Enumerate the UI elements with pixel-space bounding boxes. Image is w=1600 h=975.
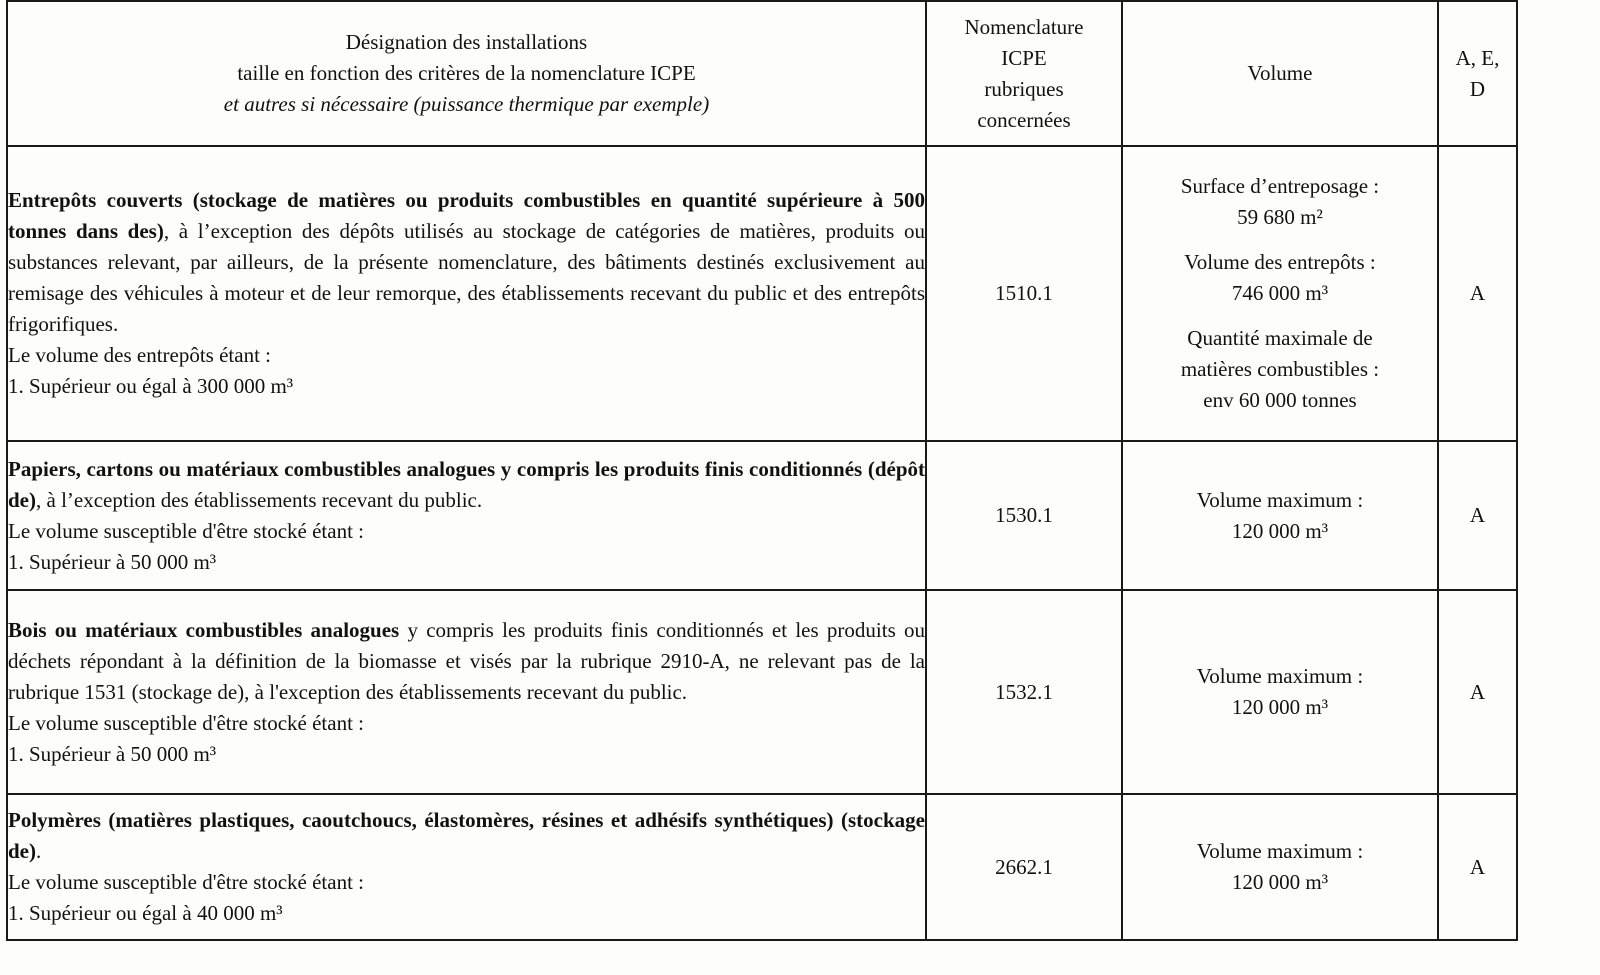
volume-line: matières combustibles : [1180,357,1380,381]
row-description-rest: , à l’exception des dépôts utilisés au stockage de catégories de matières, produits ou substances relevant, par ailleurs, de la présente nomenclature, des bâtiments destinés exclusivement au remisage des véhicules à moteur et de leur remorque, des établissements recevant du public et des entrepôts frigorifiques. [8,219,925,336]
row-description [8,454,925,516]
table-row [7,794,1517,940]
volume-block [1123,836,1437,898]
row-rubrique-code: 1510.1 [926,146,1122,441]
header-designation-line-3: et autres si nécessaire (puissance thermique par exemple) [223,92,710,116]
row-volume-condition: Le volume des entrepôts étant : [8,343,272,367]
row-volume-condition: Le volume susceptible d'être stocké étant : [8,870,364,894]
row-regime: A [1438,441,1517,590]
volume-line: env 60 000 tonnes [1203,388,1357,412]
header-regime-line: A, E, [1455,45,1500,70]
volume-block [1123,247,1437,309]
volume-line: Quantité maximale de [1187,326,1373,350]
row-description [8,615,925,708]
row-description-rest: . [36,839,42,863]
row-volume [1122,794,1438,940]
volume-block [1123,485,1437,547]
volume-line: Volume des entrepôts : [1184,250,1376,274]
header-nomenclature-line: rubriques [984,76,1064,101]
table-row [7,441,1517,590]
volume-line: 120 000 m³ [1231,870,1329,894]
row-designation [7,146,926,441]
header-regime [1438,1,1517,146]
volume-line: Volume maximum : [1196,664,1364,688]
header-designation-line-2: taille en fonction des critères de la nomenclature ICPE [237,61,696,85]
header-volume: Volume [1122,1,1438,146]
row-regime: A [1438,794,1517,940]
row-designation [7,794,926,940]
volume-line: 120 000 m³ [1231,695,1329,719]
row-threshold: 1. Supérieur à 50 000 m³ [8,549,217,574]
icpe-classification-table [6,0,1518,941]
volume-line: Volume maximum : [1196,487,1364,512]
table-header-row [7,1,1517,146]
row-description-bold: Entrepôts couverts (stockage de matières ou produits combustibles en quantité supérieure à 500 tonnes dans des) [8,188,925,243]
table-row [7,146,1517,441]
volume-line: 746 000 m³ [1231,281,1329,305]
row-rubrique-code: 1532.1 [926,590,1122,794]
header-nomenclature [926,1,1122,146]
volume-block [1123,323,1437,416]
header-designation [7,1,926,146]
row-designation [7,441,926,590]
row-description-rest: , à l’exception des établissements recevant du public. [36,487,483,512]
row-description-bold: Bois ou matériaux combustibles analogues [8,617,400,642]
row-rubrique-code: 1530.1 [926,441,1122,590]
row-description [8,805,925,867]
volume-line: Surface d’entreposage : [1180,174,1380,198]
volume-block [1123,661,1437,723]
row-regime: A [1438,590,1517,794]
row-volume [1122,590,1438,794]
row-threshold: 1. Supérieur ou égal à 40 000 m³ [8,901,283,925]
table-row [7,590,1517,794]
row-description-bold: Papiers, cartons ou matériaux combustibles analogues y compris les produits finis conditionnés (dépôt de) [8,456,925,512]
volume-line: 59 680 m² [1237,205,1323,229]
row-description-rest: y compris les produits finis conditionnés et les produits ou déchets répondant à la définition de la biomasse et visés par la rubrique 2910-A, ne relevant pas de la rubrique 1531 (stockage de), à l'exception des établissements recevant du public. [8,617,925,704]
row-volume-condition: Le volume susceptible d'être stocké étant : [8,518,364,543]
row-description-bold: Polymères (matières plastiques, caoutchoucs, élastomères, résines et adhésifs synthétiques) (stockage de) [8,808,925,863]
row-threshold: 1. Supérieur ou égal à 300 000 m³ [8,374,294,398]
row-volume-condition: Le volume susceptible d'être stocké étant : [8,710,364,735]
volume-line: Volume maximum : [1196,839,1364,863]
header-nomenclature-line: ICPE [1001,45,1047,70]
header-nomenclature-line: Nomenclature [964,14,1084,39]
row-volume [1122,146,1438,441]
row-description [8,185,925,340]
header-regime-line: D [1469,76,1486,101]
volume-line: 120 000 m³ [1231,518,1329,543]
row-designation [7,590,926,794]
header-designation-line-1: Désignation des installations [345,30,588,54]
row-regime: A [1438,146,1517,441]
row-threshold: 1. Supérieur à 50 000 m³ [8,741,217,766]
volume-block [1123,171,1437,233]
row-rubrique-code: 2662.1 [926,794,1122,940]
row-volume [1122,441,1438,590]
header-nomenclature-line: concernées [977,107,1071,132]
